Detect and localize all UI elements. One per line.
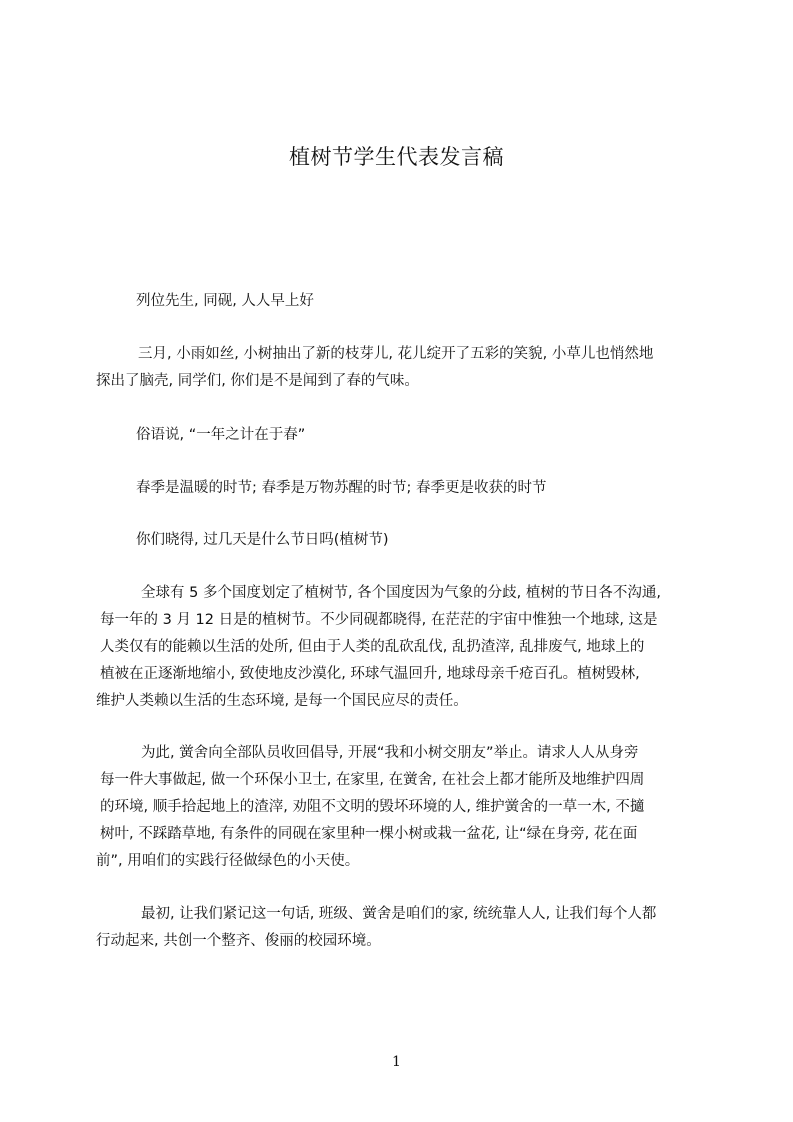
paragraph-closing — [96, 901, 700, 955]
paragraph-line: 每一年的 3 月 12 日是的植树节。不少同砚都晓得, 在茫茫的宇宙中惟独一个地球, 这是 — [100, 612, 658, 628]
paragraph-line: 列位先生, 同砚, 人人早上好 — [136, 293, 314, 309]
paragraph-arbor-day — [96, 580, 700, 715]
paragraph-question — [96, 527, 700, 554]
paragraph-line: 探出了脑壳, 同学们, 你们是不是闻到了春的气味。 — [96, 373, 419, 389]
paragraph-line: 全球有 5 多个国度划定了植树节, 各个国度因为气象的分歧, 植树的节日各不沟通, — [141, 585, 661, 601]
paragraph-line: 人类仅有的能赖以生活的处所, 但由于人类的乱砍乱伐, 乱扔渣滓, 乱排废气, 地球上的 — [100, 639, 645, 655]
paragraph-line: 你们晓得, 过几天是什么节日吗(植树节) — [136, 532, 389, 548]
paragraph-initiative — [96, 740, 700, 875]
paragraph-line: 俗语说, “一年之计在于春” — [136, 427, 306, 443]
paragraph-spring — [96, 475, 700, 502]
paragraph-line: 行动起来, 共创一个整齐、俊丽的校园环境。 — [96, 933, 381, 949]
paragraph-line: 的环境, 顺手拾起地上的渣滓, 劝阻不文明的毁坏环境的人, 维护黉舍的一草一木, 不擿 — [100, 799, 645, 815]
paragraph-line: 三月, 小雨如丝, 小树抽出了新的枝芽儿, 花儿绽开了五彩的笑貌, 小草儿也悄然地 — [138, 346, 654, 362]
paragraph-line: 春季是温暖的时节; 春季是万物苏醒的时节; 春季更是收获的时节 — [136, 480, 547, 496]
paragraph-line: 植被在正逐渐地缩小, 致使地皮沙漠化, 环球气温回升, 地球母亲千疮百孔。植树毁林, — [100, 666, 640, 682]
paragraph-line: 为此, 黉舍向全部队员收回倡导, 开展“我和小树交朋友”举止。请求人人从身旁 — [141, 745, 639, 761]
paragraph-line: 树叶, 不踩踏草地, 有条件的同砚在家里种一棵小树或栽一盆花, 让“绿在身旁, 花在面 — [100, 826, 638, 842]
paragraph-march-scene — [96, 341, 700, 395]
document-title: 植树节学生代表发言稿 — [289, 145, 504, 169]
page-number: 1 — [392, 1054, 401, 1070]
paragraph-line: 前”, 用咱们的实践行径做绿色的小天使。 — [96, 853, 360, 869]
paragraph-line: 每一件大事做起, 做一个环保小卫士, 在家里, 在黉舍, 在社会上都才能所及地维护四周 — [100, 772, 645, 788]
paragraph-proverb — [96, 422, 700, 449]
paragraph-line: 维护人类赖以生活的生态环境, 是每一个国民应尽的责任。 — [96, 693, 468, 709]
paragraph-line: 最初, 让我们紧记这一句话, 班级、黉舍是咱们的家, 统统靠人人, 让我们每个人都 — [141, 906, 657, 922]
paragraph-greeting — [96, 288, 700, 315]
